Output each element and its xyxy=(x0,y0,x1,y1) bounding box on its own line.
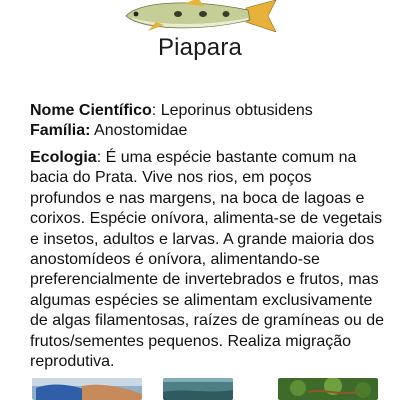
ecology-text: : É uma espécie bastante comum na bacia do Prata. Vive nos rios, em poços profundos e nas margens, na boca de lagoas e corixos. Espécie onívora, alimenta-se de vegetais e insetos, adultos e larvas. A grande maioria dos anostomídeos é onívora, alimentando-se preferencialmente de invertebrados e frutos, mas algumas espécies se alimentam exclusivamente de algas filamentosas, raízes de gramíneas ou de frutos/sementes pequenos. Realiza migração reprodutiva. xyxy=(30,149,384,371)
scientific-name-row xyxy=(30,101,313,121)
habitat-photo-2 xyxy=(163,378,233,400)
species-title: Piapara xyxy=(157,34,243,61)
family-row xyxy=(30,121,187,141)
scientific-name-value: Leporinus obtusidens xyxy=(160,102,313,119)
family-label: Família: xyxy=(30,122,91,139)
scientific-name-label: Nome Científico xyxy=(30,102,152,119)
scientific-name-separator: : xyxy=(151,102,161,119)
ecology-label: Ecologia xyxy=(30,149,97,166)
family-value: Anostomidae xyxy=(94,122,188,139)
ecology-paragraph xyxy=(30,148,384,372)
fish-illustration-icon xyxy=(118,0,278,32)
habitat-photo-3 xyxy=(278,378,378,400)
habitat-photo-1 xyxy=(32,378,142,400)
